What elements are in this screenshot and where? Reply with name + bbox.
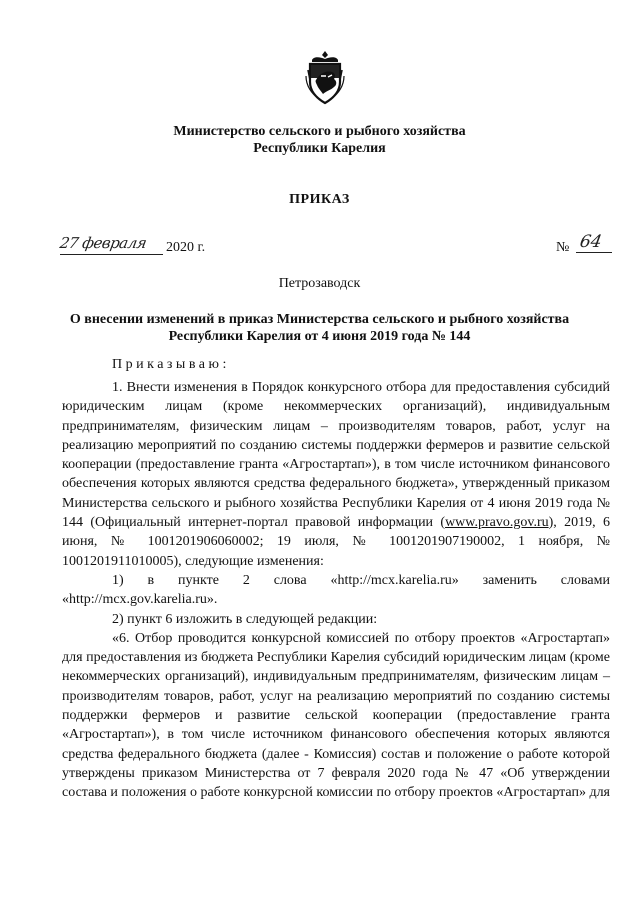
paragraph-1 [62,378,610,571]
paragraph-2: 1) в пункте 2 слова «http://mcx.karelia.ru» заменить словами «http://mcx.gov.karelia.ru». [62,572,610,608]
paragraph-1-text-end: ), 2019, 6 июня, № 1001201906060002; 19 июля, № 1001201907190002, 1 ноября, № 1001201911010005), следующие изменения: [62,515,610,569]
ministry-name-line-1: Министерство сельского и рыбного хозяйства [173,124,466,139]
order-subject-line-2: Республики Карелия от 4 июня 2019 года № 144 [168,329,471,344]
order-body [62,378,610,803]
order-date [60,234,210,258]
coat-of-arms-emblem [304,50,346,105]
orders-word: Приказываю: [112,357,230,372]
order-subject-line-1: О внесении изменений в приказ Министерства сельского и рыбного хозяйства [69,312,570,327]
date-year: 2020 г. [166,240,206,255]
document-title: ПРИКАЗ [289,192,350,207]
ministry-name-line-2: Республики Карелия [253,141,386,156]
number-sign: № [556,240,570,255]
handwritten-date: 27 февраля [58,234,148,252]
date-underline [60,254,163,255]
paragraph-4: «6. Отбор проводится конкурсной комиссией по отбору проектов «Агростартап» для предоставления из бюджета Республики Карелия субсидий юридическим лицам (кроме некоммерческих организаций), индивидуальным предпринимателям, физическим лицам – производителям товаров, работ, услуг на реализацию мероприятий по созданию системы поддержки фермеров и развитие сельской кооперации (предоставление гранта «Агростартап»), в том числе источником финансового обеспечения которых являются средства федерального бюджета (далее - Комиссия) состав и положение о работе которой утверждены приказом Министерства от 7 февраля 2020 года № 47 «Об утверждении состава и положения о работе конкурсной комиссии по отбору проектов «Агростартап» для [62,630,610,801]
paragraph-3: 2) пункт 6 изложить в следующей редакции: [112,611,378,627]
city-name: Петрозаводск [278,276,361,291]
paragraph-1-text: 1. Внести изменения в Порядок конкурсного отбора для предоставления субсидий юридическим лицам (кроме некоммерческих организаций), индивидуальным предпринимателям, физическим лицам – производителям товаров, работ, услуг на реализацию мероприятий по созданию системы поддержки фермеров и развитие сельской кооперации (предоставление гранта «Агростартап»), в том числе источником финансового обеспечения которых являются средства федерального бюджета», утвержденный приказом Министерства сельского и рыбного хозяйства Республики Карелия от 4 июня 2019 года № 144 (Официальный интернет-портал правовой информации ( [62,380,610,531]
pravo-link[interactable]: www.pravo.gov.ru [445,515,549,531]
order-number [556,232,616,260]
handwritten-number: 64 [578,232,604,252]
number-underline [576,252,612,253]
